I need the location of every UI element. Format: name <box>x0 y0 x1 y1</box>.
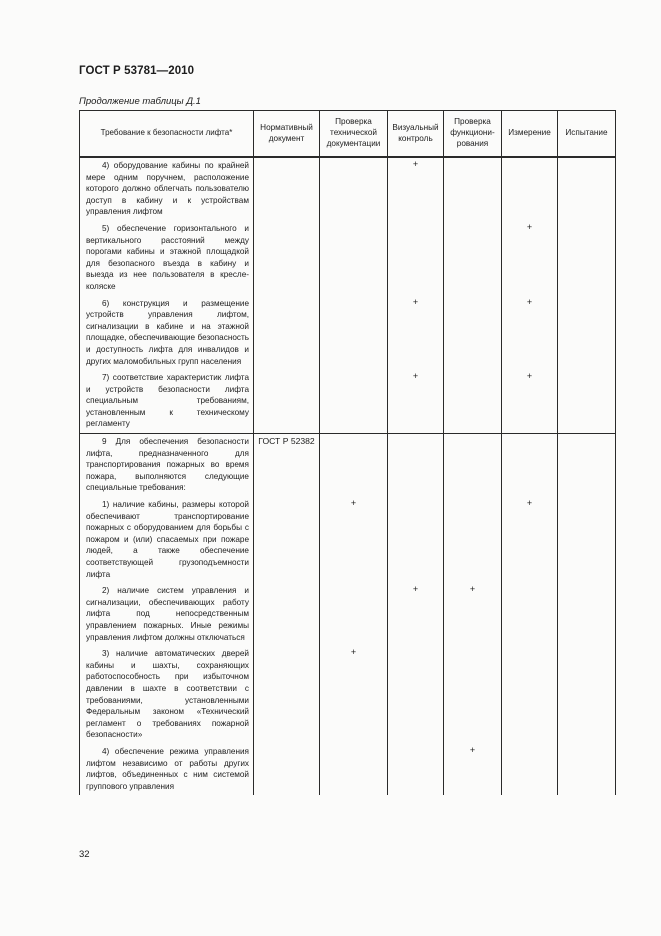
col-header-requirement: Требование к безопасности лифта* <box>80 111 254 158</box>
mark-function <box>444 157 502 221</box>
requirement-text: 5) обеспечение горизонтального и вертикального расстояний между порогами кабины и этажной площадкой для безопасного въезда в кабину и выезда из нее пользователя в кресле-коляске <box>86 223 249 291</box>
col-header-visual-control: Визуальный контроль <box>388 111 444 158</box>
requirement-text: 4) обеспечение режима управления лифтом независимо от работы других лифтов, объединенных с ним системой группового управления <box>86 746 249 791</box>
table-row <box>80 370 616 433</box>
col-header-function-check: Проверка функциони-рования <box>444 111 502 158</box>
mark-doc-check <box>320 744 388 795</box>
table-row <box>80 646 616 744</box>
mark-doc-check <box>320 157 388 221</box>
mark-function <box>444 370 502 433</box>
mark-test <box>558 157 616 221</box>
mark-doc-check: + <box>320 497 388 583</box>
mark-function <box>444 646 502 744</box>
mark-test <box>558 583 616 646</box>
mark-doc-check <box>320 370 388 433</box>
mark-visual <box>388 744 444 795</box>
mark-test <box>558 296 616 371</box>
normative-doc-cell: ГОСТ Р 52382 <box>254 434 320 497</box>
mark-visual <box>388 434 444 497</box>
mark-measurement <box>502 583 558 646</box>
mark-function <box>444 296 502 371</box>
normative-doc-cell <box>254 370 320 433</box>
mark-function <box>444 497 502 583</box>
mark-function <box>444 221 502 296</box>
col-header-test: Испытание <box>558 111 616 158</box>
mark-measurement <box>502 744 558 795</box>
normative-doc-cell <box>254 497 320 583</box>
mark-doc-check <box>320 583 388 646</box>
page-number: 32 <box>79 849 90 860</box>
mark-measurement: + <box>502 370 558 433</box>
mark-visual <box>388 497 444 583</box>
requirement-text: 9 Для обеспечения безопасности лифта, предназначенного для транспортирования пожарных во время пожара, выполняются следующие специальные требования: <box>86 437 249 493</box>
table-header-row <box>80 111 616 158</box>
mark-function: + <box>444 583 502 646</box>
mark-measurement <box>502 157 558 221</box>
mark-measurement: + <box>502 221 558 296</box>
table-row <box>80 497 616 583</box>
mark-test <box>558 221 616 296</box>
mark-visual: + <box>388 370 444 433</box>
mark-test <box>558 646 616 744</box>
mark-test <box>558 744 616 795</box>
requirement-text: 3) наличие автоматических дверей кабины и шахты, сохраняющих работоспособность при избыточном давлении в шахте в соответствии с требованиями, установленными Федеральным законом «Технический регламент о требованиях пожарной безопасности» <box>86 649 249 740</box>
normative-doc-cell <box>254 646 320 744</box>
mark-doc-check: + <box>320 646 388 744</box>
table-row <box>80 296 616 371</box>
mark-test <box>558 370 616 433</box>
mark-doc-check <box>320 296 388 371</box>
mark-visual: + <box>388 157 444 221</box>
mark-test <box>558 434 616 497</box>
mark-measurement <box>502 646 558 744</box>
requirement-text: 7) соответствие характеристик лифта и устройств безопасности лифта специальным требованиям, установленным к техническому регламенту <box>86 373 249 429</box>
col-header-normative-doc: Нормативный документ <box>254 111 320 158</box>
table-caption: Продолжение таблицы Д.1 <box>79 96 201 107</box>
requirements-table <box>79 110 616 795</box>
table-row <box>80 434 616 497</box>
mark-doc-check <box>320 221 388 296</box>
mark-visual <box>388 646 444 744</box>
mark-measurement: + <box>502 296 558 371</box>
normative-doc-cell <box>254 583 320 646</box>
mark-visual <box>388 221 444 296</box>
mark-visual: + <box>388 583 444 646</box>
table-row <box>80 744 616 795</box>
requirement-text: 2) наличие систем управления и сигнализации, обеспечивающих работу лифта под непосредственным управлением пожарных. Иные режимы управления лифтом должны отключаться <box>86 586 249 642</box>
requirement-text: 6) конструкция и размещение устройств управления лифтом, сигнализации в кабине и на этажной площадке, обеспечивающие безопасность и доступность лифта для инвалидов и других маломобильных групп населения <box>86 298 249 366</box>
normative-doc-cell <box>254 157 320 221</box>
mark-doc-check <box>320 434 388 497</box>
mark-function <box>444 434 502 497</box>
normative-doc-cell <box>254 744 320 795</box>
col-header-doc-check: Проверка технической документации <box>320 111 388 158</box>
document-id: ГОСТ Р 53781—2010 <box>79 65 195 77</box>
mark-test <box>558 497 616 583</box>
table-row <box>80 583 616 646</box>
col-header-measurement: Измерение <box>502 111 558 158</box>
mark-measurement: + <box>502 497 558 583</box>
table-row <box>80 157 616 221</box>
requirement-text: 1) наличие кабины, размеры которой обеспечивают транспортирование пожарных с оборудованием для борьбы с пожаром и (или) спасаемых при пожаре людей, а также обеспечение соответствующей грузоподъемности лифта <box>86 500 249 579</box>
table-row <box>80 221 616 296</box>
normative-doc-cell <box>254 221 320 296</box>
mark-function: + <box>444 744 502 795</box>
mark-measurement <box>502 434 558 497</box>
requirement-text: 4) оборудование кабины по крайней мере одним поручнем, расположение которого должно облегчать пользователю доступ в кабину и к устройствам управления лифтом <box>86 161 249 217</box>
mark-visual: + <box>388 296 444 371</box>
normative-doc-cell <box>254 296 320 371</box>
